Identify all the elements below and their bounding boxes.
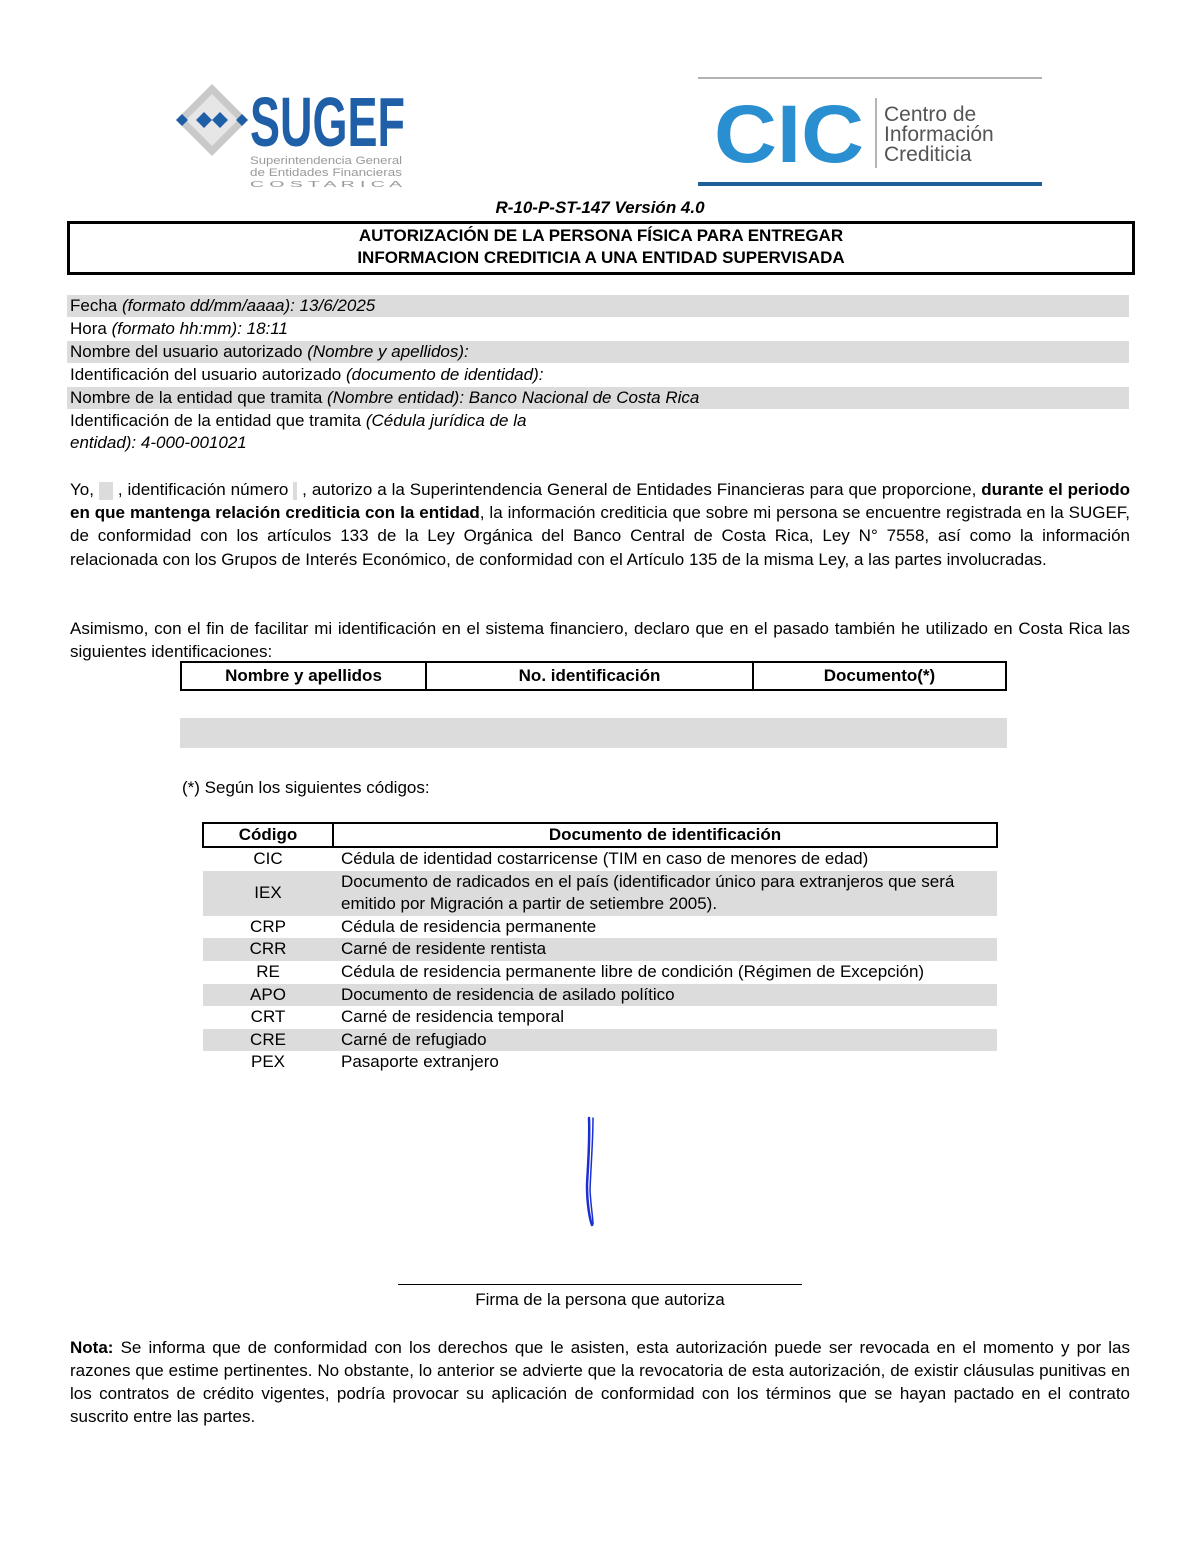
doc-cell: Carné de residencia temporal <box>341 1007 565 1027</box>
fecha-value: (formato dd/mm/aaaa): 13/6/2025 <box>121 296 376 315</box>
nota-text: Se informa que de conformidad con los derechos que le asisten, esta autorización puede ser revocada en el momento y por las razones que estime pertinentes. No obstante, lo anterior se advierte que la revocatoria de esta autorización, de existir cláusulas punitivas en los contratos de crédito vigentes, podría provocar su aplicación de conformidad con los términos que se hayan pactado en el contrato suscrito entre las partes. <box>70 1338 1130 1426</box>
fecha-field <box>67 295 1129 317</box>
ids-table-blank-row <box>180 718 1007 748</box>
handwritten-signature <box>560 1110 620 1235</box>
entidad-value: (Nombre entidad): Banco Nacional de Costa Rica <box>327 388 700 407</box>
table-row <box>203 984 997 1007</box>
code-cell: CRE <box>203 1029 333 1052</box>
fecha-label: Fecha <box>70 296 122 315</box>
code-cell: CIC <box>253 849 283 868</box>
document-code: R-10-P-ST-147 Versión 4.0 <box>495 198 705 217</box>
doc-cell: Carné de refugiado <box>333 1029 997 1052</box>
svg-text:Crediticia: Crediticia <box>884 143 972 166</box>
table-row <box>203 938 997 961</box>
signature-line <box>398 1284 802 1285</box>
authorization-paragraph <box>70 478 1130 571</box>
auth-text-1: Yo, <box>70 480 99 499</box>
signature-label: Firma de la persona que autoriza <box>475 1290 725 1309</box>
id-entidad-field <box>67 410 1129 432</box>
auth-text-4: , la información crediticia que sobre mi persona se encuentre registrada en la SUGEF, de conformidad con los artículos 133 de la Ley Orgánica del Banco Central de Costa Rica, Ley N° 7558, así como la información relacionada con los Grupos de Interés Económico, de conformidad con el Artículo 135 de la misma Ley, a las partes involucradas. <box>70 503 1131 569</box>
code-cell: CRP <box>250 916 286 936</box>
name-blank <box>99 482 113 500</box>
col-nombre: Nombre y apellidos <box>181 662 426 690</box>
auth-bold-text: durante el periodo en que mantenga relación crediticia con la entidad <box>70 480 1130 523</box>
table-row <box>203 847 997 871</box>
col-documento: Documento(*) <box>753 662 1006 690</box>
code-cell: IEX <box>203 871 333 916</box>
title-line-1: AUTORIZACIÓN DE LA PERSONA FÍSICA PARA ENTREGAR <box>358 226 844 245</box>
auth-text-3: , autorizo a la Superintendencia General de Entidades Financieras para que proporcione, <box>297 480 982 499</box>
id-usuario-label: Identificación del usuario autorizado <box>70 365 346 384</box>
svg-text:SUGEF: SUGEF <box>250 83 405 161</box>
cic-logo <box>696 76 1046 191</box>
doc-cell: Documento de residencia de asilado político <box>333 984 997 1007</box>
table-row <box>203 961 997 984</box>
table-row <box>203 1051 997 1074</box>
doc-cell: Documento de radicados en el país (identificador único para extranjeros que será emitido por Migración a partir de setiembre 2005). <box>333 871 997 916</box>
id-entidad-label: Identificación de la entidad que tramita <box>70 411 366 430</box>
hora-label: Hora <box>70 319 112 338</box>
id-usuario-field <box>67 364 1129 386</box>
svg-text:Información: Información <box>884 123 994 146</box>
previous-ids-table <box>180 661 1007 691</box>
code-cell: CRR <box>203 938 333 961</box>
nota-label: Nota: <box>70 1338 114 1357</box>
doc-cell: Cédula de identidad costarricense (TIM en caso de menores de edad) <box>341 849 869 868</box>
sugef-diamond-icon <box>176 84 248 156</box>
entidad-field <box>67 387 1129 409</box>
code-cell: CRT <box>250 1007 286 1027</box>
sugef-logo <box>172 80 412 190</box>
auth-text-2: , identificación número <box>112 480 294 499</box>
doc-cell: Cédula de residencia permanente <box>341 916 597 936</box>
title-line-2: INFORMACION CREDITICIA A UNA ENTIDAD SUPERVISADA <box>357 248 845 267</box>
codes-note: (*) Según los siguientes códigos: <box>182 778 430 797</box>
document-title <box>67 221 1135 275</box>
usuario-hint: (Nombre y apellidos): <box>307 342 469 361</box>
svg-text:C O S T A R I C A: C O S T A R I C A <box>250 180 404 189</box>
doc-cell: Cédula de residencia permanente libre de condición (Régimen de Excepción) <box>341 961 925 981</box>
table-row <box>203 916 997 939</box>
usuario-label: Nombre del usuario autorizado <box>70 342 308 361</box>
doc-cell: Carné de residente rentista <box>333 938 997 961</box>
doc-cell: Pasaporte extranjero <box>341 1052 499 1072</box>
col-documento-identificacion: Documento de identificación <box>333 823 997 847</box>
svg-text:de Entidades Financieras: de Entidades Financieras <box>250 167 403 179</box>
col-identificacion: No. identificación <box>426 662 753 690</box>
code-cell: PEX <box>250 1052 286 1072</box>
id-entidad-hint: (Cédula jurídica de la <box>365 411 527 430</box>
entidad-label: Nombre de la entidad que tramita <box>70 388 328 407</box>
svg-text:Superintendencia General: Superintendencia General <box>250 155 402 167</box>
hora-value: (formato hh:mm): 18:11 <box>111 319 288 338</box>
asimismo-paragraph: Asimismo, con el fin de facilitar mi identificación en el sistema financiero, declaro que en el pasado también he utilizado en Costa Rica las siguientes identificaciones: <box>70 619 1130 662</box>
table-row <box>203 871 997 916</box>
hora-field <box>67 318 1129 340</box>
code-cell: APO <box>203 984 333 1007</box>
nota-paragraph <box>70 1336 1130 1428</box>
id-entidad-value: entidad): 4-000-001021 <box>70 433 247 452</box>
id-entidad-field-cont <box>67 432 1129 454</box>
code-cell: RE <box>256 961 280 981</box>
codes-table <box>202 822 998 1074</box>
svg-text:CIC: CIC <box>714 89 864 180</box>
table-row <box>203 1006 997 1029</box>
col-codigo: Código <box>203 823 333 847</box>
svg-text:Centro de: Centro de <box>884 103 977 126</box>
id-usuario-hint: (documento de identidad): <box>345 365 544 384</box>
table-row <box>203 1029 997 1052</box>
usuario-field <box>67 341 1129 363</box>
